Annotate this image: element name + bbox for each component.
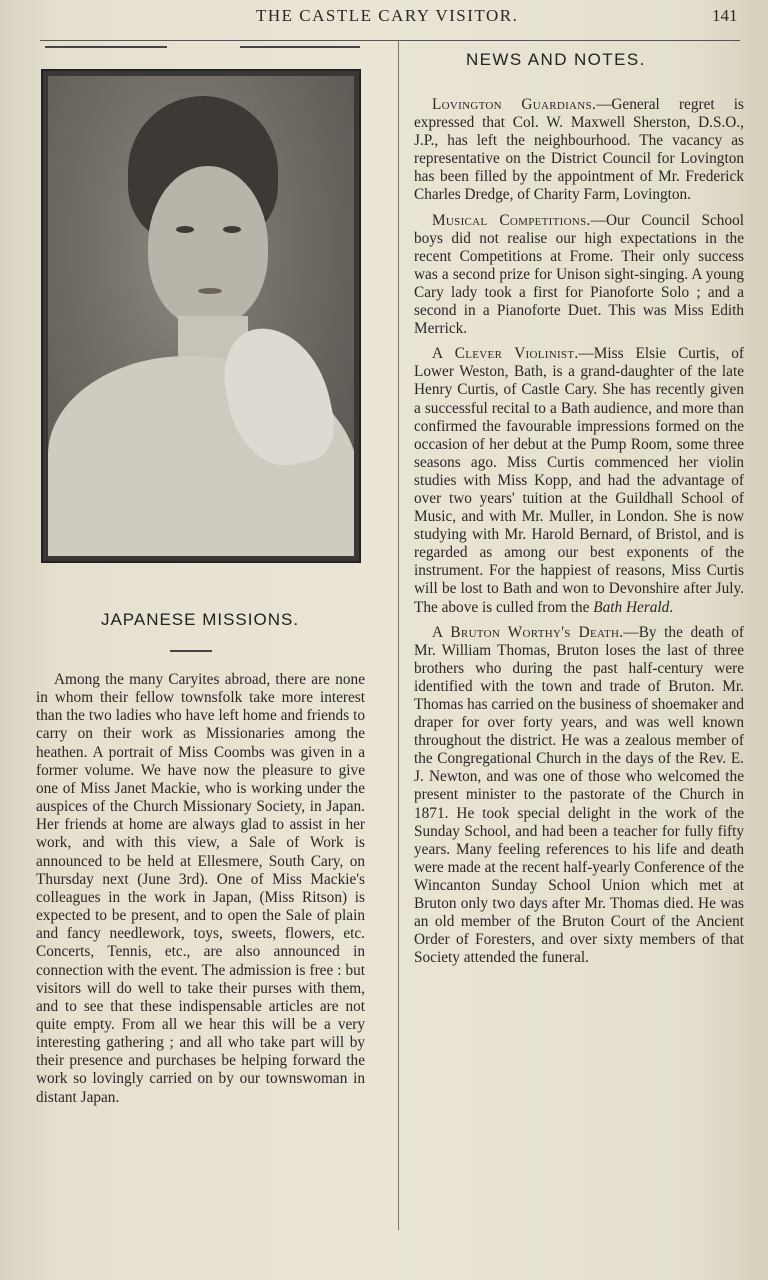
news-column [414, 96, 744, 974]
column-divider [398, 40, 399, 1230]
news-item-heading: A Clever Violinist. [432, 345, 579, 363]
news-item-body: —General regret is expressed that Col. W. Maxwell Sherston, D.S.O., J.P., has left the neighbourhood. The vacancy as representative on the District Council for Lovington has been filled by the appointment of Mr. Frederick Charles Dredge, of Charity Farm, Lovington. [414, 96, 744, 204]
news-item-heading: A Bruton Worthy's Death. [432, 623, 624, 641]
page-header [0, 6, 768, 32]
japanese-missions-body: Among the many Caryites abroad, there are none in whom their fellow townsfolk take more interest than the two ladies who have left home and friends to carry on their work as Missionaries among the heathen. A portrait of Miss Coombs was given in a former volume. We have now the pleasure to give one of Miss Janet Mackie, who is working under the auspices of the Church Missionary Society, in Japan. Her friends at home are always glad to assist in her work, and with this view, a Sale of Work is announced to be held at Ellesmere, South Cary, on Thursday next (June 3rd). One of Miss Mackie's colleagues in the work in Japan, (Miss Ritson) is expected to be present, and to open the Sale of plain and fancy needlework, toys, sweets, flowers, etc. Concerts, Tennis, etc., are also announced in connection with the event. The admission is free : but visitors will do well to take their purses with them, and to see that these indispensable articles are not quite empty. From all we hear this will be a very interesting gathering ; and all who take part will by their presence and purchases be helping forward the work so lovingly carried on by our townswoman in distant Japan. [36, 671, 365, 1106]
heading-rule [170, 650, 212, 652]
portrait-image [48, 76, 354, 556]
news-item-heading: Musical Competitions. [432, 211, 591, 229]
news-item [414, 624, 744, 968]
news-item [414, 212, 744, 339]
news-item-tail: . [669, 598, 674, 616]
portrait-eye-left [176, 226, 194, 233]
portrait-photo [41, 69, 361, 563]
header-rule [40, 40, 740, 41]
news-item-source: Bath Herald [593, 598, 670, 616]
japanese-missions-heading: JAPANESE MISSIONS. [100, 610, 300, 629]
news-item-body: —Our Council School boys did not realise our high expectations in the recent Competitions at Frome. Their only success was a second prize for Unison sight-singing. A young Cary lady took a first for Pianoforte Solo ; and a second in a Pianoforte Duet. This was Miss Edith Merrick. [414, 211, 744, 338]
portrait-eye-right [223, 226, 241, 233]
news-and-notes-heading: NEWS AND NOTES. [466, 50, 646, 69]
right-ornament-rule [240, 46, 360, 48]
news-item [414, 96, 744, 205]
news-item [414, 345, 744, 616]
publication-title: THE CASTLE CARY VISITOR. [256, 6, 519, 25]
portrait-mouth [198, 288, 222, 294]
news-item-heading: Lovington Guardians. [432, 96, 597, 113]
portrait-face [148, 166, 268, 326]
page-number: 141 [712, 6, 738, 25]
news-item-body: —By the death of Mr. William Thomas, Bruton loses the last of three brothers who during the past half-century were identified with the town and trade of Bruton. Mr. Thomas has carried on the business of shoemaker and draper for over forty years, and was well known throughout the district. He was a zealous member of the Congregational Church in the days of the Rev. E. J. Newton, and was one of those who welcomed the present minister to the pastorate of the Church in 1871. He took special delight in the work of the Sunday School, and had been a teacher for fully fifty years. Many feeling references to his life and death were made at the recent half-yearly Conference of the Wincanton Sunday School Union which met at Bruton only two days after Mr. Thomas died. He was an old member of the Bruton Court of the Ancient Order of Foresters, and over sixty members of that Society attended the funeral. [414, 623, 744, 967]
left-ornament-rule [45, 46, 167, 48]
news-item-body: —Miss Elsie Curtis, of Lower Weston, Bath, is a grand-daughter of the late Henry Curtis, of Castle Cary. She has recently given a successful recital to a Bath audience, and more than confirmed the favourable impressions formed on the occasion of her debut at the Pump Room, some three seasons ago. Miss Curtis commenced her violin studies with Miss Kopp, and had the advantage of over two years' tuition at the Guildhall School of Music, and with Mr. Muller, in London. She is now studying with Mr. Harold Bernard, of Bristol, and is regarded as among our best exponents of the instrument. For the happiest of reasons, Miss Curtis will be lost to Bath and won to Devonshire after July. The above is culled from the [414, 345, 744, 616]
